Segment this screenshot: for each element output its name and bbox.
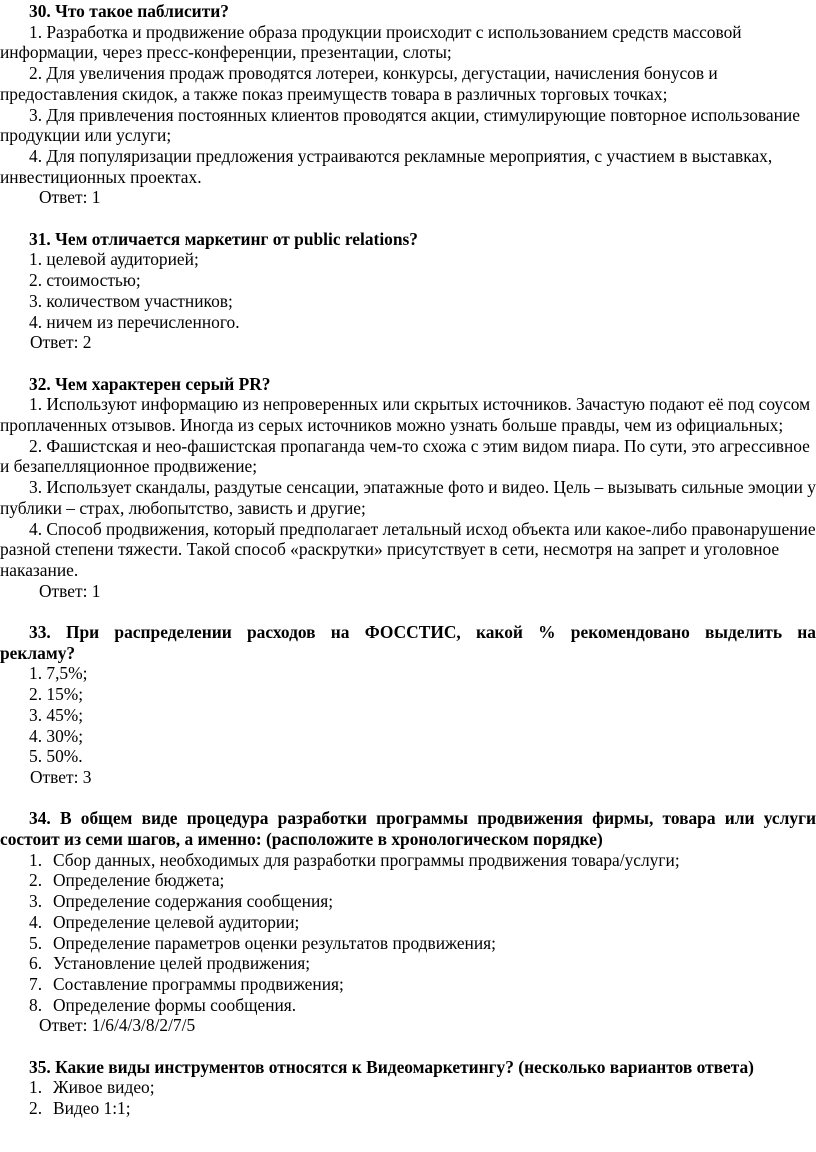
- question-title: 31. Чем отличается маркетинг от public relations?: [29, 228, 418, 249]
- list-number: 6.: [29, 953, 43, 974]
- list-text: Определение бюджета;: [53, 870, 225, 891]
- answer-option: 4. ничем из перечисленного.: [29, 311, 240, 332]
- list-text: Составление программы продвижения;: [53, 973, 344, 994]
- list-number: 1.: [29, 1077, 43, 1098]
- list-number: 2.: [29, 870, 43, 891]
- answer-option: 4. Способ продвижения, который предполагает летальный исход объекта или какое-либо правонарушение разной степени тяжести. Такой способ «раскрутки» присутствует в сети, несмотря на запрет и уголовное наказание.: [0, 518, 816, 580]
- list-number: 7.: [29, 973, 43, 994]
- question-30: [0, 1, 816, 208]
- question-33: [0, 622, 816, 788]
- question-35: [0, 1057, 816, 1119]
- answer-option: 1. Используют информацию из непроверенных или скрытых источников. Зачастую подают её под соусом проплаченных отзывов. Иногда из серых источников можно узнать больше правды, чем из официальных;: [0, 394, 811, 436]
- list-item: [0, 1077, 816, 1098]
- answer-key: Ответ: 1/6/4/3/8/2/7/5: [39, 1015, 196, 1036]
- list-text: Живое видео;: [53, 1077, 155, 1098]
- list-number: 5.: [29, 932, 43, 953]
- question-title: 32. Чем характерен серый PR?: [29, 373, 271, 394]
- question-32: [0, 374, 816, 602]
- list-number: 8.: [29, 994, 43, 1015]
- spacer: [0, 353, 816, 374]
- document-page: [0, 1, 816, 1119]
- answer-option: 3. Использует скандалы, раздутые сенсации, эпатажные фото и видео. Цель – вызывать сильные эмоции у публики – страх, любопытство, зависть и другие;: [0, 477, 816, 518]
- answer-option: 2. стоимостью;: [29, 270, 141, 291]
- spacer: [0, 788, 816, 809]
- answer-key: Ответ: 1: [39, 187, 101, 208]
- list-number: 4.: [29, 911, 43, 932]
- list-text: Установление целей продвижения;: [53, 953, 311, 974]
- answer-option: 3. 45%;: [29, 704, 84, 725]
- answer-option: 2. 15%;: [29, 684, 84, 705]
- list-text: Определение целевой аудитории;: [53, 911, 300, 932]
- answer-option: 1. Разработка и продвижение образа продукции происходит с использованием средств массовой информации, через пресс-конференции, презентации, слоты;: [0, 21, 742, 63]
- answer-option: 1. целевой аудиторией;: [29, 249, 199, 270]
- answer-option: 2. Для увеличения продаж проводятся лотереи, конкурсы, дегустации, начисления бонусов и предоставления скидок, а также показ преимуществ товара в различных торговых точках;: [0, 63, 718, 104]
- answer-option: 3. количеством участников;: [29, 290, 233, 311]
- question-title: 33. При распределении расходов на ФОССТИС, какой % рекомендовано выделить на рекламу?: [0, 622, 816, 663]
- list-item: [0, 870, 816, 891]
- list-item: [0, 933, 816, 954]
- answer-option: 1. 7,5%;: [29, 663, 88, 684]
- list-number: 3.: [29, 891, 43, 912]
- answer-key: Ответ: 1: [39, 580, 101, 601]
- list-number: 1.: [29, 849, 43, 870]
- list-text: Сбор данных, необходимых для разработки программы продвижения товара/услуги;: [53, 849, 680, 870]
- question-31: [0, 229, 816, 353]
- question-title: 34. В общем виде процедура разработки программы продвижения фирмы, товара или услуги состоит из семи шагов, а именно: (расположите в хронологическом порядке): [0, 808, 816, 850]
- answer-key: Ответ: 3: [30, 766, 92, 787]
- answer-option: 5. 50%.: [29, 746, 83, 767]
- list-item: [0, 974, 816, 995]
- list-item: [0, 891, 816, 912]
- list-item: [0, 1098, 816, 1119]
- list-item: [0, 850, 816, 871]
- list-text: Определение формы сообщения.: [53, 994, 297, 1015]
- spacer: [0, 1036, 816, 1057]
- list-number: 2.: [29, 1098, 43, 1119]
- answer-option: 4. Для популяризации предложения устраиваются рекламные мероприятия, с участием в выставках, инвестиционных проектах.: [0, 145, 773, 187]
- answer-key: Ответ: 2: [30, 332, 92, 353]
- answer-option: 4. 30%;: [29, 725, 84, 746]
- question-title: 35. Какие виды инструментов относятся к Видеомаркетингу? (несколько вариантов ответа): [29, 1056, 754, 1077]
- question-title: 30. Что такое паблисити?: [29, 1, 229, 21]
- list-item: [0, 953, 816, 974]
- list-text: Определение параметров оценки результатов продвижения;: [53, 932, 496, 953]
- answer-option: 3. Для привлечения постоянных клиентов проводятся акции, стимулирующие повторное использование продукции или услуги;: [0, 104, 800, 146]
- list-item: [0, 912, 816, 933]
- spacer: [0, 208, 816, 229]
- list-text: Определение содержания сообщения;: [53, 891, 334, 912]
- list-item: [0, 995, 816, 1016]
- spacer: [0, 601, 816, 622]
- question-34: [0, 808, 816, 1036]
- answer-option: 2. Фашистская и нео-фашистская пропаганда чем-то схожа с этим видом пиара. По сути, это агрессивное и безапелляционное продвижение;: [0, 435, 810, 477]
- list-text: Видео 1:1;: [53, 1098, 131, 1119]
